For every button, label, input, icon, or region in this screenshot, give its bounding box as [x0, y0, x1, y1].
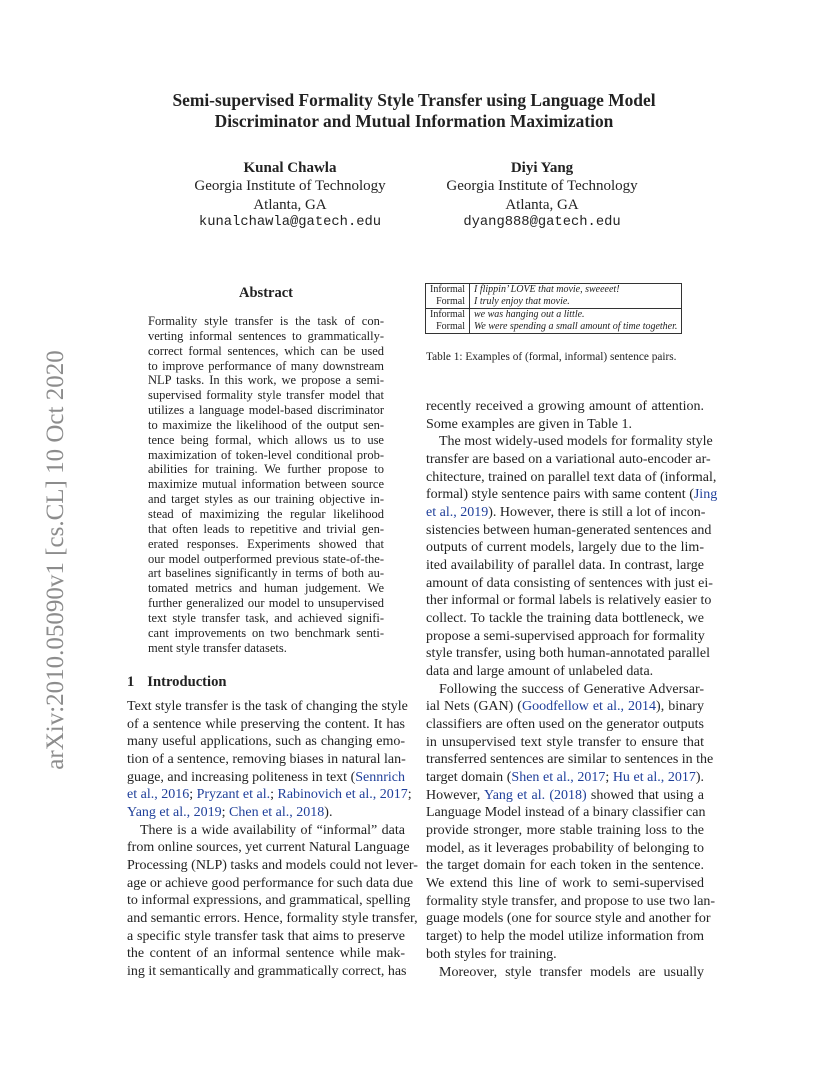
- text-line: formality style transfer, and propose to use two lan-: [426, 893, 716, 909]
- table-row: [426, 284, 682, 297]
- text-run: showed that using a: [586, 787, 704, 803]
- citation-link[interactable]: Yang et al. (2018): [483, 787, 587, 803]
- arxiv-identifier: arXiv:2010.05090v1 [cs.CL] 10 Oct 2020: [42, 350, 69, 770]
- text-run: ial Nets (GAN) (: [426, 699, 522, 715]
- table-cell-label: Formal: [426, 296, 470, 309]
- text-line: [127, 804, 405, 822]
- citation-link[interactable]: Goodfellow et al., 2014: [521, 699, 657, 715]
- text-line: [426, 698, 704, 716]
- text-line: transfer are based on a variational auto-encoder ar-: [426, 452, 711, 468]
- abstract-line: utilizes a language model-based discriminator: [148, 403, 384, 418]
- right-column-text: [426, 398, 718, 981]
- abstract-line: NLP tasks. In this work, we propose a semi-: [148, 373, 384, 388]
- text-line: the target domain for each token in the sentence.: [426, 858, 704, 874]
- text-line: both styles for training.: [426, 946, 557, 962]
- author-name: Kunal Chawla: [243, 160, 337, 176]
- author-email: dyang888@gatech.edu: [463, 214, 621, 230]
- text-line: data and large amount of unlabeled data.: [426, 664, 654, 680]
- text-line: age or achieve good performance for such data due: [127, 875, 414, 891]
- text-line: [127, 769, 405, 787]
- abstract-line: art baselines significantly in terms of both au-: [148, 566, 384, 581]
- citation-link[interactable]: Chen et al., 2018: [229, 805, 325, 821]
- section-heading-introduction: [127, 674, 227, 691]
- table-cell-sentence: we was hanging out a little.: [470, 309, 682, 322]
- text-line: Following the success of Generative Adversar-: [439, 681, 704, 697]
- text-line: guage models (one for source style and another for: [426, 911, 711, 927]
- author-email: kunalchawla@gatech.edu: [198, 214, 382, 230]
- author-affiliation: Georgia Institute of Technology: [194, 178, 386, 195]
- text-line: The most widely-used models for formality style: [439, 434, 713, 450]
- abstract-line: further generalized our model to unsupervised: [148, 596, 384, 611]
- text-line: [426, 787, 704, 805]
- left-column-text: [127, 698, 418, 981]
- text-run: ). However, there is still a lot of incon-: [488, 505, 706, 521]
- text-line: and semantic errors. Hence, formality style transfer,: [127, 911, 418, 927]
- abstract-line: verting informal sentences to grammatically-: [148, 328, 384, 343]
- table-cell-sentence: I flippin’ LOVE that movie, sweeeet!: [470, 284, 682, 297]
- text-line: [426, 486, 718, 504]
- text-run: ;: [270, 787, 278, 803]
- text-line: the content of an informal sentence while mak-: [127, 946, 405, 962]
- citation-link[interactable]: et al., 2019: [426, 505, 489, 521]
- abstract-line: text style transfer task, and achieved signifi-: [148, 610, 384, 625]
- citation-link[interactable]: Shen et al., 2017: [511, 770, 606, 786]
- text-line: transferred sentences are similar to sentences in the: [426, 752, 714, 768]
- text-line: style transfer, using both human-annotated parallel: [426, 646, 711, 662]
- citation-link[interactable]: Pryzant et al.: [196, 787, 271, 803]
- text-line: We extend this line of work to semi-supervised: [426, 876, 704, 892]
- text-line: tion of a sentence, removing biases in natural lan-: [127, 752, 406, 768]
- text-line: classifiers are often used on the generator outputs: [426, 717, 704, 733]
- abstract-line: correct formal sentences, which can be used: [148, 343, 384, 358]
- text-line: collect. To tackle the training data bottleneck, we: [426, 611, 704, 627]
- abstract-line: to improve performance of many downstream: [148, 358, 384, 373]
- text-run: ;: [605, 770, 613, 786]
- text-run: ).: [695, 770, 705, 786]
- abstract-body: [148, 314, 384, 655]
- abstract-line: cant improvements on two benchmark senti-: [148, 625, 384, 640]
- text-line: There is a wide availability of “informal” data: [140, 822, 405, 838]
- author-location: Atlanta, GA: [253, 196, 327, 213]
- paper-title: [0, 90, 828, 132]
- author-location: Atlanta, GA: [505, 196, 579, 213]
- table-caption: Table 1: Examples of (formal, informal) sentence pairs.: [426, 351, 677, 363]
- table-cell-sentence: I truly enjoy that movie.: [474, 296, 570, 307]
- text-line: [426, 504, 704, 522]
- text-line: Moreover, style transfer models are usually: [439, 964, 704, 980]
- text-run: ;: [221, 805, 230, 821]
- table-row: [426, 309, 682, 322]
- abstract-line: stead of maximizing the regular likelihood: [148, 506, 384, 521]
- abstract-line: that often leads to repetitive and trivial gen-: [148, 521, 384, 536]
- text-line: provide stronger, more stable training loss to the: [426, 823, 704, 839]
- text-line: ing it semantically and grammatically correct, has: [127, 964, 407, 980]
- text-line: Processing (NLP) tasks and models could not lever-: [127, 858, 418, 874]
- text-run: ;: [407, 787, 412, 803]
- text-run: ).: [324, 805, 333, 821]
- table-row: [426, 296, 682, 309]
- citation-link[interactable]: et al., 2016: [127, 787, 190, 803]
- abstract-line: ment style transfer datasets.: [148, 640, 287, 655]
- text-line: [426, 769, 704, 787]
- text-line: ther informal or formal labels is relatively easier to: [426, 593, 712, 609]
- section-number: 1: [127, 674, 135, 690]
- text-line: of a sentence while preserving the content. It has: [127, 716, 405, 732]
- abstract-line: abilities for training. We further propose to: [148, 462, 384, 477]
- table-cell-label: Formal: [426, 321, 470, 334]
- citation-link[interactable]: Sennrich: [355, 769, 405, 785]
- text-line: recently received a growing amount of attention.: [426, 399, 704, 414]
- abstract-line: and target styles as our training objective in-: [148, 492, 384, 507]
- abstract-line: our model outperformed previous state-of-the-: [148, 551, 384, 566]
- text-line: Some examples are given in Table 1.: [426, 416, 632, 432]
- text-line: chitecture, trained on parallel text data of (informal,: [426, 469, 717, 485]
- title-line-2: Discriminator and Mutual Information Maximization: [214, 111, 614, 131]
- abstract-line: erated responses. Experiments showed that: [148, 536, 384, 551]
- text-line: to informal expressions, and grammatical, spelling: [127, 893, 411, 909]
- text-line: from online sources, yet current Natural Language: [127, 840, 410, 856]
- text-line: model, as it leverages probability of belonging to: [426, 840, 704, 856]
- text-line: a specific style transfer task that aims to preserve: [127, 928, 405, 944]
- abstract-line: tomated metrics and human judgement. We: [148, 581, 384, 596]
- table-cell-label: Informal: [426, 309, 470, 322]
- citation-link[interactable]: Hu et al., 2017: [612, 770, 696, 786]
- text-run: However,: [426, 787, 484, 803]
- text-line: Text style transfer is the task of changing the style: [127, 699, 408, 714]
- title-line-1: Semi-supervised Formality Style Transfer using Language Model: [172, 90, 656, 110]
- author-block-2: [412, 159, 672, 232]
- author-block-1: [160, 159, 420, 232]
- abstract-line: tence being formal, which allows us to use: [148, 432, 384, 447]
- abstract-line: maximization of token-level conditional prob-: [148, 447, 384, 462]
- text-line: many useful applications, such as changing emo-: [127, 734, 405, 750]
- text-line: in unsupervised text style transfer to ensure that: [426, 734, 704, 750]
- text-line: target) to help the model utilize information from: [426, 929, 704, 945]
- text-line: Language Model instead of a binary classifier can: [426, 805, 706, 821]
- abstract-line: maximize mutual information between source: [148, 477, 384, 492]
- author-affiliation: Georgia Institute of Technology: [446, 178, 638, 195]
- citation-link[interactable]: Rabinovich et al., 2017: [277, 787, 408, 803]
- text-run: ), binary: [656, 699, 704, 715]
- text-line: sistencies between human-generated sentences and: [426, 522, 712, 538]
- text-line: propose a semi-supervised approach for formality: [426, 628, 705, 644]
- table-row: [426, 321, 682, 334]
- abstract-line: Formality style transfer is the task of con-: [148, 314, 384, 328]
- section-title: Introduction: [147, 674, 227, 690]
- text-line: [127, 786, 412, 804]
- text-run: ;: [189, 787, 197, 803]
- table-cell-sentence: We were spending a small amount of time together.: [470, 321, 682, 334]
- author-name: Diyi Yang: [510, 160, 574, 176]
- examples-table: [425, 283, 682, 334]
- text-line: amount of data consisting of sentences with just ei-: [426, 575, 713, 591]
- text-line: ited availability of parallel data. In contrast, large: [426, 558, 704, 574]
- text-line: outputs of current models, largely due to the lim-: [426, 540, 704, 556]
- citation-link[interactable]: Jing: [693, 487, 718, 503]
- abstract-line: supervised formality style transfer model that: [148, 388, 384, 403]
- abstract-line: to maximize the likelihood of the output sen-: [148, 417, 384, 432]
- text-run: target domain (: [426, 770, 512, 786]
- abstract-heading: Abstract: [239, 285, 293, 301]
- text-run: formal) style sentence pairs with same content (: [426, 487, 694, 503]
- table-cell-label: Informal: [426, 284, 470, 297]
- citation-link[interactable]: Yang et al., 2019: [127, 805, 222, 821]
- text-run: guage, and increasing politeness in text (: [127, 769, 356, 785]
